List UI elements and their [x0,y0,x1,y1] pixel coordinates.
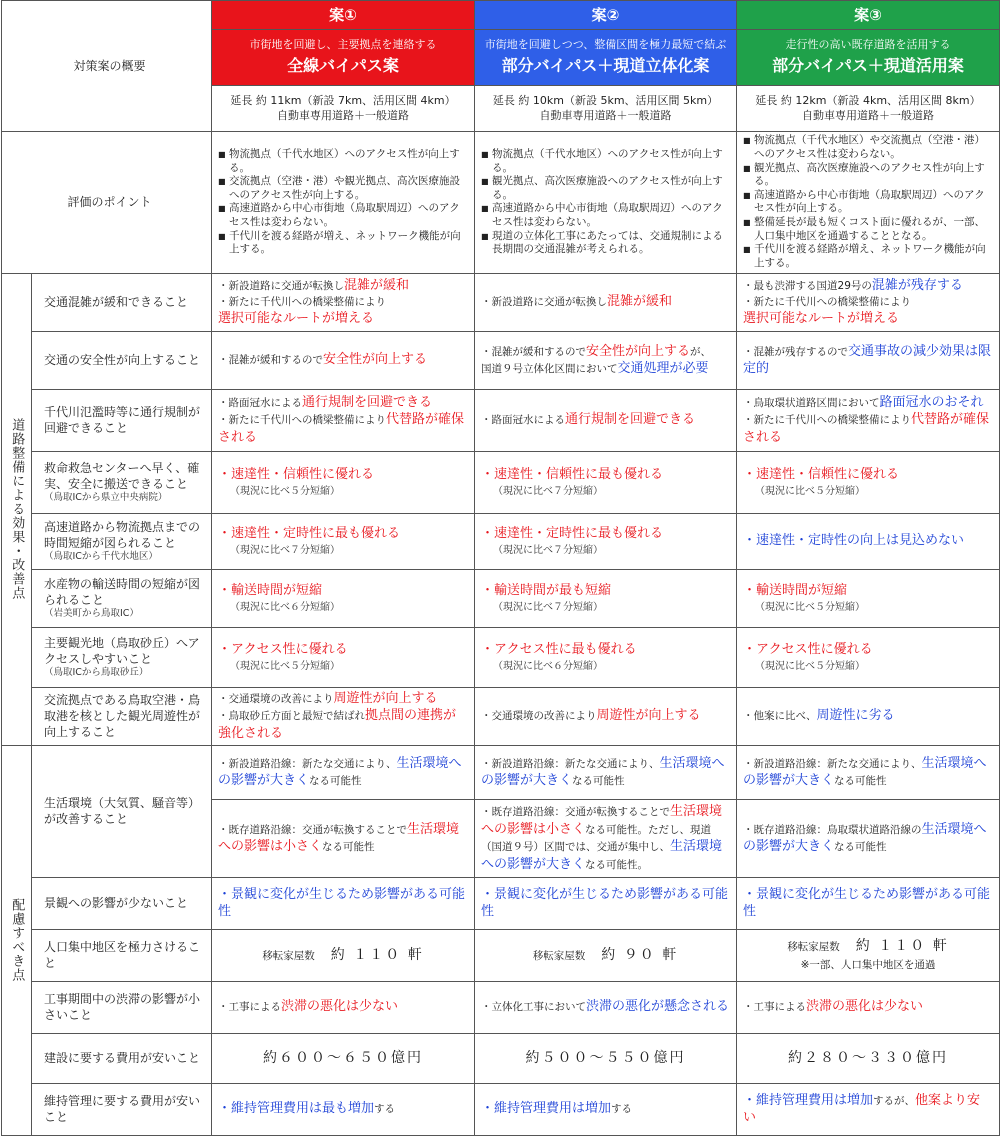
highlight-negative: ・景観に変化が生じるため影響がある可能性 [218,886,466,920]
cell-text: ・鳥取砂丘方面と最短で結ばれ [218,710,366,723]
cell-text: ・他案に比べ、 [743,710,817,723]
criteria-label [32,273,212,331]
plan1-cell [212,929,475,981]
cell-text: ・新設道路沿線：新たな交通により、 [743,757,922,770]
evaluation-point: ■ 整備延長が最も短くコスト面に優れるが、一部、人口集中地区を通過することとなる。 [743,216,993,243]
plan2-cell [475,877,737,929]
cell-text: ・混雑が緩和するので [481,345,587,358]
highlight-negative: 混雑が残存する [871,278,963,294]
highlight-positive: ・速達性・定時性に最も優れる [481,525,664,541]
cell-text: ・混雑が緩和するので [218,354,324,367]
cell-text: ・混雑が残存するので [743,345,849,358]
evaluation-point: ■ 現道の立体化工事にあたっては、交通規制による長期間の交通混雑が考えられる。 [481,230,730,257]
criteria-label: 維持管理に要する費用が安いこと [32,1083,212,1135]
cell-text: （現況に比べ７分短縮） [493,485,604,497]
plan2-cell [475,745,737,799]
criteria-label [32,451,212,513]
highlight-positive: ・アクセス性に優れる [743,641,873,657]
evaluation-point: ■ 観光拠点、高次医療施設へのアクセス性が向上する。 [743,162,993,189]
plan3-cell [737,877,1000,929]
plan2-cell [475,627,737,687]
cell-text: ・新たに千代川への橋梁整備により [743,295,912,308]
plan1-cell [212,981,475,1033]
plan1-points [212,132,475,273]
plan1-summary [212,30,475,86]
plan2-length [475,86,737,132]
highlight-positive: 生活環境への影響は小さく [481,804,723,837]
plan2-cell [475,1033,737,1083]
cell-text: ・交通環境の改善により [481,710,597,723]
plan1-name: 全線バイパス案 [287,56,399,76]
highlight-negative: ・景観に変化が生じるため影響がある可能性 [481,886,729,920]
evaluation-point: ■ 高速道路から中心市街地（鳥取駅周辺）へのアクセス性が向上する。 [743,189,993,216]
plan2-cell [475,389,737,451]
cell-text: ・既存道路沿線：鳥取環状道路沿線の [743,823,922,836]
highlight-negative: ・景観に変化が生じるため影響がある可能性 [743,886,991,920]
criteria-text: 主要観光地（鳥取砂丘）へアクセスしやすいこと [44,635,200,666]
plan2-summary [475,30,737,86]
cell-text: ・既存道路沿線：交通が転換することで [481,806,671,819]
plan1-cell [212,877,475,929]
section-considerations-label: 配慮すべき点 [2,745,32,1135]
highlight-positive: ・速達性・定時性に最も優れる [218,525,401,541]
cell-text: ・既存道路沿線：交通が転換することで [218,823,408,836]
highlight-negative: ・維持管理費用は増加 [481,1101,612,1117]
highlight-positive: 選択可能なルートが増える [743,310,900,326]
plan3-cell [737,799,1000,877]
evaluation-point: ■ 高速道路から中心市街地（鳥取駅周辺）へのアクセス性は変わらない。 [481,202,730,229]
plan1-cell [212,389,475,451]
cell-text: ・路面冠水による [481,414,566,427]
cell-text: 移転家屋数 [787,940,840,953]
cell-text: なる可能性 [834,841,887,854]
plan1-title: 案① [212,1,475,30]
cell-text: ・路面冠水による [218,396,303,409]
criteria-label [32,569,212,627]
plan3-cell [737,451,1000,513]
highlight-positive: 渋滞の悪化は少ない [281,999,399,1015]
evaluation-point: ■ 高速道路から中心市街地（鳥取駅周辺）へのアクセス性は変わらない。 [218,202,468,229]
evaluation-point: ■ 交流拠点（空港・港）や観光拠点、高次医療施設へのアクセス性が向上する。 [218,175,468,202]
evaluation-point: ■ 物流拠点（千代水地区）へのアクセス性が向上する。 [481,148,730,175]
criteria-subtext: （岩美町から鳥取IC） [44,607,139,619]
plan3-points [737,132,1000,273]
cell-text: ・新設道路に交通が転換し [481,296,608,309]
plan1-cell [212,687,475,745]
highlight-positive: ・アクセス性に優れる [218,641,348,657]
highlight-negative: 生活環境への影響が大きく [218,755,462,789]
comparison-table [1,0,1000,1136]
overview-label: 対策案の概要 [2,1,212,132]
plan2-name: 部分バイパス＋現道立体化案 [501,56,710,76]
highlight-positive: 混雑が緩和 [344,278,410,294]
highlight-positive: 代替路が確保される [743,412,990,445]
plan2-cell [475,929,737,981]
cell-text: ・工事による [743,1001,807,1014]
cell-text: ・最も渋滞する国道29号の [743,280,872,293]
cell-text: （現況に比べ７分短縮） [493,601,604,613]
plan1-length-text: 延長 約 11km（新設 7km、活用区間 4km） [230,93,456,107]
criteria-label [32,389,212,451]
evaluation-point: ■ 物流拠点（千代水地区）や交流拠点（空港・港）へのアクセス性は変わらない。 [743,134,993,161]
criteria-subtext: （鳥取ICから千代水地区） [44,550,158,562]
plan2-road-type: 自動車専用道路＋一般道路 [539,108,672,122]
evaluation-label: 評価のポイント [2,132,212,273]
highlight-positive: ・輸送時間が最も短縮 [481,582,612,598]
cell-text: （現況に比べ５分短縮） [755,601,866,613]
criteria-text: 交通の安全性が向上すること [44,353,201,368]
plan1-road-type: 自動車専用道路＋一般道路 [277,108,410,122]
plan2-cell [475,981,737,1033]
plan1-cell [212,745,475,799]
cell-text: ・新たに千代川への橋梁整備により [218,295,387,308]
highlight-positive: 通行規制を回避できる [565,412,696,428]
section-effects-label: 道路整備による効果・改善点 [2,273,32,745]
cell-text: ・新たに千代川への橋梁整備により [743,414,912,427]
cell-text: 約５００～５５０億円 [525,1049,686,1066]
plan2-cell [475,273,737,331]
cell-text: なる可能性 [572,775,625,788]
plan2-cell [475,687,737,745]
criteria-label [32,627,212,687]
highlight-negative: 周遊性に劣る [816,708,895,724]
highlight-positive: 周遊性が向上する [333,690,438,706]
cell-text: 移転家屋数 [262,949,315,962]
evaluation-point: ■ 千代川を渡る経路が増え、ネットワーク機能が向上する。 [218,230,468,257]
plan3-cell [737,513,1000,569]
plan2-subtitle: 市街地を回避しつつ、整備区間を極力最短で結ぶ [484,37,727,51]
highlight-negative: 交通処理が必要 [617,361,709,377]
cell-text: （現況に比べ５分短縮） [230,660,341,672]
highlight-positive: 生活環境への影響は小さく [218,821,460,855]
criteria-label: 生活環境（大気質、騒音等）が改善すること [32,745,212,877]
highlight-positive: ・速達性・信頼性に優れる [218,466,375,482]
highlight-positive: 周遊性が向上する [596,708,701,724]
criteria-text: 交通混雑が緩和できること [44,295,189,310]
highlight-positive: ・速達性・信頼性に優れる [743,466,900,482]
highlight-positive: 拠点間の連携が強化される [218,708,457,741]
plan3-cell [737,1033,1000,1083]
highlight-positive: ・アクセス性に最も優れる [481,641,637,657]
highlight-positive: ・速達性・信頼性に最も優れる [481,466,664,482]
cell-text: なる可能性 [834,775,887,788]
plan1-cell [212,799,475,877]
criteria-label [32,331,212,389]
plan3-cell [737,273,1000,331]
criteria-text: 千代川氾濫時等に通行規制が回避できること [44,404,201,436]
plan2-length-text: 延長 約 10km（新設 5km、活用区間 5km） [492,93,719,107]
highlight-positive: 代替路が確保される [218,412,465,445]
cell-text: するが、 [873,1094,916,1107]
cell-text: （現況に比べ７分短縮） [493,544,604,556]
cell-text: （現況に比べ５分短縮） [755,485,866,497]
criteria-text: 救命救急センターへ早く、確実、安全に搬送できること [44,460,200,491]
plan2-points [475,132,737,273]
plan3-length-text: 延長 約 12km（新設 4km、活用区間 8km） [755,93,981,107]
cell-text: ・交通環境の改善により [218,692,334,705]
cell-text: ・立体化工事において [481,1001,587,1014]
cell-text: 約 ９０ 軒 [585,946,679,963]
highlight-positive: ・輸送時間が短縮 [743,582,848,598]
plan1-cell [212,627,475,687]
criteria-subtext: （鳥取ICから鳥取砂丘） [44,666,149,678]
highlight-negative: ・速達性・定時性の向上は見込めない [743,533,965,549]
cell-text: が、 [690,345,712,358]
plan3-title: 案③ [737,1,1000,30]
cell-text: する [374,1103,396,1116]
highlight-positive: 安全性が向上する [323,352,428,368]
plan3-cell [737,687,1000,745]
highlight-negative: 生活環境への影響が大きく [743,755,987,789]
plan3-cell [737,1083,1000,1135]
cell-text: なる可能性 [322,841,375,854]
evaluation-point: ■ 観光拠点、高次医療施設へのアクセス性が向上する。 [481,175,730,202]
plan3-cell [737,569,1000,627]
plan2-cell [475,799,737,877]
cell-text: なる可能性。ただし、現道（国道９号）区間では、交通が集中し、 [481,823,712,854]
plan2-cell [475,451,737,513]
highlight-positive: 渋滞の悪化は少ない [806,999,924,1015]
plan3-cell [737,745,1000,799]
plan1-cell [212,513,475,569]
criteria-text: 高速道路から物流拠点までの時間短縮が図られること [44,519,201,550]
cell-text: 移転家屋数 [532,949,586,962]
cell-text: （現況に比べ５分短縮） [755,660,866,672]
cell-text: する [611,1103,633,1116]
cell-text: 約２８０～３３０億円 [788,1049,949,1066]
cell-text: ・新たに千代川への橋梁整備により [218,414,387,427]
criteria-label [32,687,212,745]
criteria-label: 工事期間中の渋滞の影響が小さいこと [32,981,212,1033]
highlight-negative: 生活環境への影響が大きく [743,821,987,855]
cell-text: なる可能性。 [585,858,649,871]
cell-text: なる可能性 [309,775,362,788]
plan3-cell [737,981,1000,1033]
cell-text: ・新設道路沿線：新たな交通により、 [218,757,397,770]
cell-text: （現況に比べ６分短縮） [493,660,604,672]
highlight-positive: 通行規制を回避できる [302,394,433,410]
plan3-summary [737,30,1000,86]
highlight-negative: 渋滞の悪化が懸念される [586,999,730,1015]
plan1-length [212,86,475,132]
cell-text: （現況に比べ６分短縮） [230,601,341,613]
cell-text: 約 １１０ 軒 [839,937,949,954]
plan3-subtitle: 走行性の高い既存道路を活用する [785,37,951,51]
criteria-text: 交流拠点である鳥取空港・鳥取港を核とした観光周遊性が向上すること [44,692,201,740]
plan1-subtitle: 市街地を回避し、主要拠点を連絡する [249,37,437,51]
criteria-text: 水産物の輸送時間の短縮が図られること [44,576,201,607]
highlight-negative: ・維持管理費用は最も増加 [218,1101,375,1117]
highlight-negative: 生活環境への影響が大きく [481,755,725,789]
plan1-cell [212,273,475,331]
cell-text: （現況に比べ５分短縮） [230,485,341,497]
criteria-label: 建設に要する費用が安いこと [32,1033,212,1083]
plan1-cell [212,569,475,627]
cell-text: （現況に比べ７分短縮） [230,544,341,556]
plan2-title: 案② [475,1,737,30]
cell-text: ・新設道路に交通が転換し [218,280,345,293]
cell-text: ・新設道路沿線：新たな交通により、 [481,757,660,770]
highlight-positive: ・輸送時間が短縮 [218,582,323,598]
criteria-label: 人口集中地区を極力さけること [32,929,212,981]
highlight-negative: ・維持管理費用は増加 [743,1092,874,1108]
plan3-cell [737,929,1000,981]
evaluation-point: ■ 物流拠点（千代水地区）へのアクセス性が向上する。 [218,148,468,175]
highlight-negative: 生活環境への影響が大きく [481,839,723,872]
plan3-length [737,86,1000,132]
highlight-positive: 混雑が緩和 [607,294,673,310]
cell-text: 国道９号立体化区間において [481,363,618,376]
highlight-positive: 選択可能なルートが増える [218,310,375,326]
plan2-cell [475,513,737,569]
plan2-cell [475,569,737,627]
plan3-cell [737,331,1000,389]
cell-text: 約６００～６５０億円 [263,1049,424,1066]
plan3-cell [737,627,1000,687]
cell-text: ・工事による [218,1001,282,1014]
evaluation-point: ■ 千代川を渡る経路が増え、ネットワーク機能が向上する。 [743,243,993,270]
criteria-subtext: （鳥取ICから県立中央病院） [44,491,168,503]
plan2-cell [475,1083,737,1135]
plan1-cell [212,451,475,513]
highlight-negative: 路面冠水のおそれ [879,394,984,410]
criteria-label [32,513,212,569]
plan3-road-type: 自動車専用道路＋一般道路 [802,108,935,122]
highlight-positive: 安全性が向上する [586,343,691,359]
cell-text: ・鳥取環状道路区間において [743,396,880,409]
criteria-label: 景観への影響が少ないこと [32,877,212,929]
plan1-cell [212,1033,475,1083]
plan3-name: 部分バイパス＋現道活用案 [772,56,964,76]
plan2-cell [475,331,737,389]
highlight-negative: 交通事故の減少効果は限定的 [743,343,992,377]
plan1-cell [212,331,475,389]
plan3-cell [737,389,1000,451]
plan1-cell [212,1083,475,1135]
highlight-positive: 他案より安い [743,1092,981,1126]
cell-text: ※一部、人口集中地区を通過 [800,958,936,971]
cell-text: 約 １１０ 軒 [314,946,424,963]
